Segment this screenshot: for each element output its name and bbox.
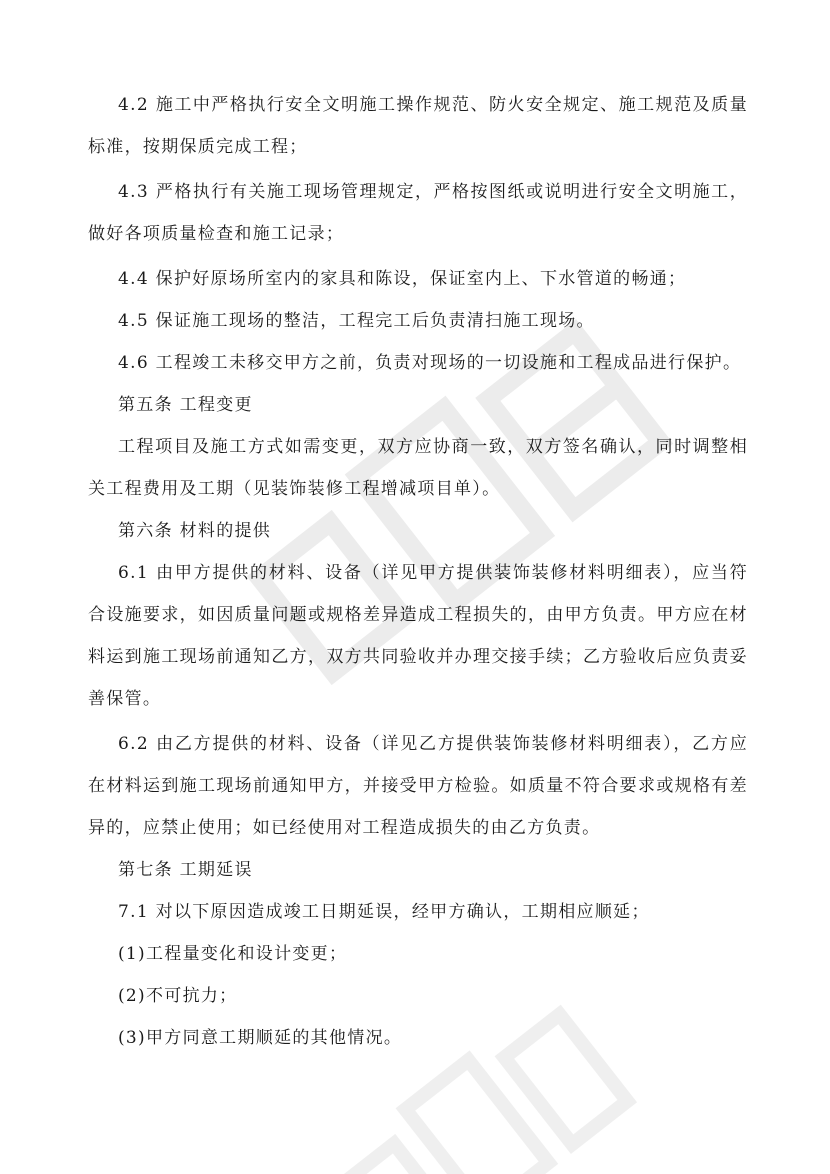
clause-7-1: 7.1 对以下原因造成竣工日期延误，经甲方确认，工期相应顺延；	[118, 902, 650, 922]
article-7-heading: 第七条 工期延误	[118, 860, 253, 880]
clause-4-2: 4.2 施工中严格执行安全文明施工操作规范、防火安全规定、施工规范及质量标准，按期保质完成工程；	[88, 95, 748, 157]
clause-4-3: 4.3 严格执行有关施工现场管理规定，严格按图纸或说明进行安全文明施工，做好各项质量检查和施工记录；	[88, 182, 748, 244]
article-5-body: 工程项目及施工方式如需变更，双方应协商一致，双方签名确认，同时调整相关工程费用及工期（见装饰装修工程增减项目单）。	[88, 437, 748, 499]
clause-4-5: 4.5 保证施工现场的整洁，工程完工后负责清扫施工现场。	[118, 311, 595, 331]
clause-6-1: 6.1 由甲方提供的材料、设备（详见甲方提供装饰装修材料明细表），应当符合设施要求，如因质量问题或规格差异造成工程损失的，由甲方负责。甲方应在材料运到施工现场前通知乙方，双方共同验收并办理交接手续；乙方验收后应负责妥善保管。	[88, 563, 748, 709]
article-5-heading: 第五条 工程变更	[118, 395, 253, 415]
clause-4-6: 4.6 工程竣工未移交甲方之前，负责对现场的一切设施和工程成品进行保护。	[118, 353, 742, 373]
clause-7-1-item-3: (3)甲方同意工期顺延的其他情况。	[118, 1028, 403, 1048]
article-6-heading: 第六条 材料的提供	[118, 521, 272, 541]
clause-6-2: 6.2 由乙方提供的材料、设备（详见乙方提供装饰装修材料明细表），乙方应在材料运到施工现场前通知甲方，并接受甲方检验。如质量不符合要求或规格有差异的，应禁止使用；如已经使用对工程造成损失的由乙方负责。	[88, 734, 748, 838]
document-body	[88, 84, 748, 1059]
clause-7-1-item-1: (1)工程量变化和设计变更；	[118, 944, 348, 964]
clause-4-4: 4.4 保护好原场所室内的家具和陈设，保证室内上、下水管道的畅通；	[118, 269, 687, 289]
clause-7-1-item-2: (2)不可抗力；	[118, 986, 238, 1006]
